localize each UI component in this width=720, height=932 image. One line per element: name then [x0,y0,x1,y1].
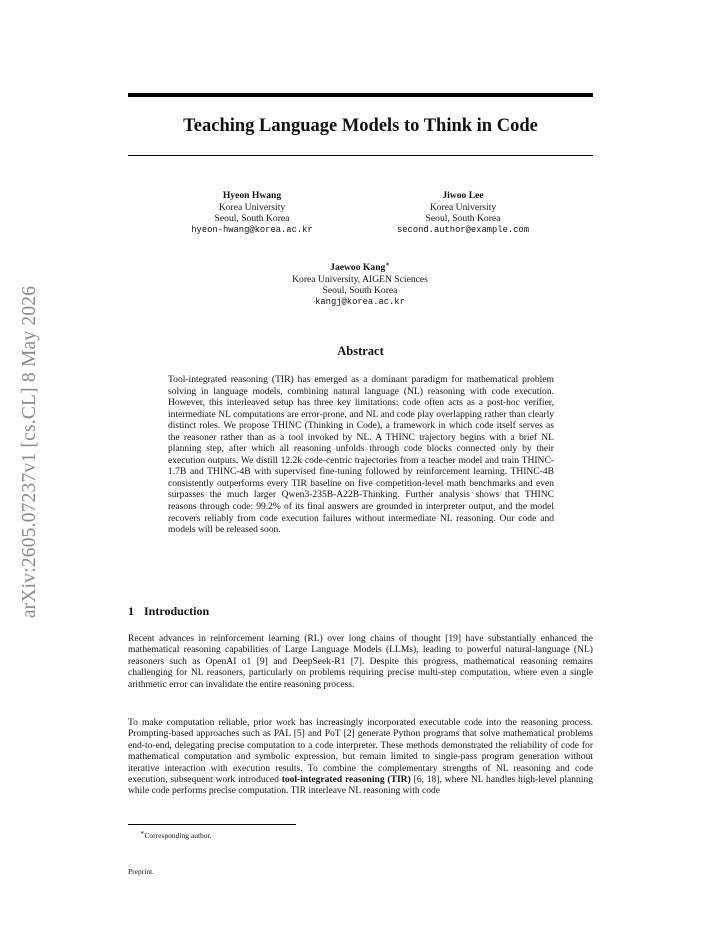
paper-title: Teaching Language Models to Think in Code [183,116,538,136]
author-location: Seoul, South Korea [425,213,501,225]
abstract-heading: Abstract [337,344,384,358]
author-affiliation: Korea University [218,201,286,213]
author-location: Seoul, South Korea [214,213,290,225]
abstract-text: Tool-integrated reasoning (TIR) has emerged as a dominant paradigm for mathematical problem solving in language models, combining natural language (NL) reasoning with code execution. However, this interleaved setup has three key limitations: code often acts as a post-hoc verifier, intermediate NL computations are error-prone, and NL and code play overlapping rather than clearly distinct roles. We propose THINC (Thinking in Code), a framework in which code itself serves as the reasoner rather than as a tool invoked by NL. A THINC trajectory begins with a brief NL planning step, after which all reasoning unfolds through code blocks connected only by their execution outputs. We distill 12.2k code-centric trajectories from a teacher model and train THINC-1.7B and THINC-4B with supervised fine-tuning followed by reinforcement learning. THINC-4B consistently outperforms every TIR baseline on five competition-level math benchmarks and even surpasses the much larger Qwen3-235B-A22B-Thinking. Further analysis shows that THINC reasons through code: 99.2% of its final answers are grounded in interpreter output, and the model recovers reliably from code execution failures without intermediate NL reasoning. Our code and models will be released soon. [168,374,554,536]
title-bottom-rule [128,155,593,156]
arxiv-sidebar-stamp [14,262,46,642]
author-email: kangj@korea.ac.kr [315,296,405,307]
author-affiliation: Korea University [429,201,497,213]
author-name: Jaewoo Kang [330,262,386,273]
author-block [142,190,362,236]
section-heading [128,604,209,619]
section-title: Introduction [144,604,210,618]
author-email: second.author@example.com [397,224,529,235]
author-affiliation: Korea University, AIGEN Sciences [292,273,428,285]
author-name-line [250,262,470,274]
footnote-rule [128,824,296,825]
paragraph-text: [6, 18], where NL handles high-level planning while code performs precise computation. TIR interleave NL reasoning with code [128,774,594,797]
author-email: hyeon-hwang@korea.ac.kr [191,224,313,235]
footnote-mark: ∗ [140,829,145,837]
author-name: Hyeon Hwang [222,190,282,201]
title-top-rule [128,93,593,97]
footnote [140,831,212,840]
bold-term: tool-integrated reasoning (TIR) [281,774,411,786]
author-name: Jiwoo Lee [442,190,484,201]
footer-preprint: Preprint. [128,867,155,876]
author-block [353,190,573,236]
arxiv-id: arXiv:2605.07237v1 [cs.CL] 8 May 2026 [19,285,41,619]
footnote-text: Corresponding author. [144,831,212,840]
paragraph-text: To make computation reliable, prior work has increasingly incorporated executable code into the reasoning process. Prompting-based approaches such as PAL [5] and PoT [2] generate Python programs that solve mathematical problems end-to-end, delegating precise computation to a code interpreter. These methods demonstrated the reliability of code for mathematical computation and symbolic expression, but remain limited to single-pass program generation without iterative interaction with execution results. To combine the complementary strengths of NL reasoning and code execution, subsequent work introduced [128,717,593,786]
intro-paragraph-2 [128,717,593,797]
section-number: 1 [128,604,134,618]
author-block [250,262,470,308]
author-mark: ∗ [385,260,390,268]
author-location: Seoul, South Korea [322,285,398,297]
intro-paragraph-1: Recent advances in reinforcement learning (RL) over long chains of thought [19] have substantially enhanced the mathematical reasoning capabilities of Large Language Models (LLMs), leading to powerful natural-language (NL) reasoners such as OpenAI o1 [9] and DeepSeek-R1 [7]. Despite this progress, mathematical reasoning remains challenging for NL reasoners, particularly on problems requiring precise multi-step computation, where even a single arithmetic error can invalidate the entire reasoning process. [128,633,593,690]
